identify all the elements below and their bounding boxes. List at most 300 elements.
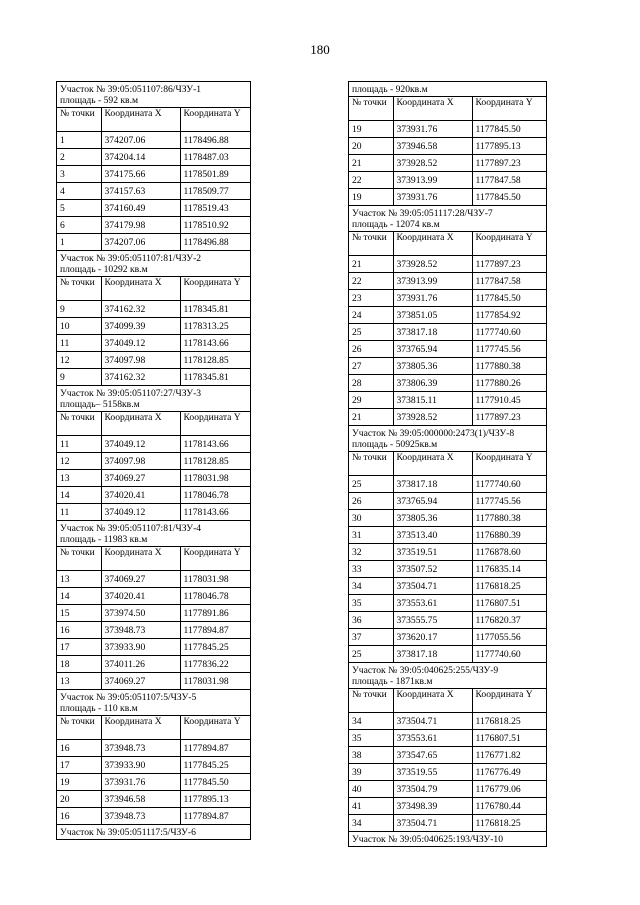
coordinate-y: 1178031.98 bbox=[180, 673, 250, 690]
coordinate-x: 373931.76 bbox=[393, 121, 472, 138]
coordinate-y: 1176835.14 bbox=[472, 561, 546, 578]
coordinate-y: 1176820.37 bbox=[472, 612, 546, 629]
header-point-number: № точки bbox=[349, 97, 393, 121]
point-number: 34 bbox=[349, 578, 393, 595]
coordinate-x: 373931.76 bbox=[101, 774, 180, 791]
coordinate-y: 1177845.25 bbox=[180, 639, 250, 656]
coordinate-y: 1177894.87 bbox=[180, 808, 250, 825]
point-number: 16 bbox=[57, 622, 101, 639]
point-number: 26 bbox=[349, 493, 393, 510]
table-row bbox=[349, 256, 546, 273]
coordinate-y: 1178496.88 bbox=[180, 132, 250, 149]
table-row bbox=[57, 200, 250, 217]
point-number: 4 bbox=[57, 183, 101, 200]
coordinate-x: 374049.12 bbox=[101, 436, 180, 453]
coordinate-y: 1177845.50 bbox=[472, 290, 546, 307]
point-number: 31 bbox=[349, 527, 393, 544]
point-number: 39 bbox=[349, 764, 393, 781]
point-number: 13 bbox=[57, 571, 101, 588]
coordinate-y: 1178046.78 bbox=[180, 487, 250, 504]
coordinate-y: 1176818.25 bbox=[472, 815, 546, 832]
coordinate-y: 1176780.44 bbox=[472, 798, 546, 815]
plot-area: площадь - 11983 кв.м bbox=[60, 534, 148, 545]
coordinates-table bbox=[57, 277, 250, 386]
table-header-row bbox=[57, 277, 250, 301]
point-number: 17 bbox=[57, 757, 101, 774]
point-number: 35 bbox=[349, 595, 393, 612]
plot-header bbox=[57, 521, 250, 547]
table-row bbox=[349, 578, 546, 595]
coordinate-x: 373765.94 bbox=[393, 493, 472, 510]
plot-area: площадь - 592 кв.м bbox=[60, 95, 139, 106]
header-point-number: № точки bbox=[349, 452, 393, 476]
header-coordinate-y: Координата Y bbox=[472, 689, 546, 713]
coordinate-y: 1177847.58 bbox=[472, 172, 546, 189]
table-row bbox=[349, 476, 546, 493]
table-row bbox=[57, 504, 250, 521]
table-row bbox=[349, 358, 546, 375]
plot-header bbox=[349, 82, 546, 97]
header-coordinate-x: Координата X bbox=[101, 108, 180, 132]
table-row bbox=[349, 341, 546, 358]
table-row bbox=[349, 781, 546, 798]
coordinate-x: 374020.41 bbox=[101, 588, 180, 605]
coordinate-x: 374020.41 bbox=[101, 487, 180, 504]
point-number: 14 bbox=[57, 487, 101, 504]
table-row bbox=[57, 487, 250, 504]
point-number: 22 bbox=[349, 172, 393, 189]
coordinates-table bbox=[57, 412, 250, 521]
coordinates-table bbox=[57, 716, 250, 825]
coordinate-x: 373928.52 bbox=[393, 409, 472, 426]
coordinate-x: 373946.58 bbox=[393, 138, 472, 155]
coordinate-x: 374099.39 bbox=[101, 318, 180, 335]
header-point-number: № точки bbox=[57, 277, 101, 301]
coordinate-x: 374160.49 bbox=[101, 200, 180, 217]
coordinate-x: 373555.75 bbox=[393, 612, 472, 629]
coordinate-y: 1177897.23 bbox=[472, 155, 546, 172]
header-coordinate-x: Координата X bbox=[101, 277, 180, 301]
table-row bbox=[57, 740, 250, 757]
coordinate-x: 373504.71 bbox=[393, 713, 472, 730]
coordinate-y: 1177895.13 bbox=[472, 138, 546, 155]
point-number: 21 bbox=[349, 155, 393, 172]
table-row bbox=[57, 757, 250, 774]
header-point-number: № точки bbox=[57, 412, 101, 436]
coordinate-x: 373931.76 bbox=[393, 290, 472, 307]
right-column-table bbox=[348, 81, 547, 847]
header-coordinate-x: Координата X bbox=[101, 716, 180, 740]
table-row bbox=[57, 301, 250, 318]
coordinate-y: 1177745.56 bbox=[472, 493, 546, 510]
coordinate-y: 1177895.13 bbox=[180, 791, 250, 808]
table-row bbox=[349, 155, 546, 172]
plot-area: площадь - 1871кв.м bbox=[352, 676, 433, 687]
plot-title: Участок № 39:05:051107:86/ЧЗУ-1 bbox=[60, 84, 202, 95]
plot-header bbox=[349, 663, 546, 689]
plot-header bbox=[57, 386, 250, 412]
table-header-row bbox=[349, 452, 546, 476]
table-row bbox=[57, 217, 250, 234]
table-row bbox=[349, 392, 546, 409]
table-row bbox=[349, 713, 546, 730]
coordinate-x: 373806.39 bbox=[393, 375, 472, 392]
coordinate-y: 1176807.51 bbox=[472, 730, 546, 747]
point-number: 14 bbox=[57, 588, 101, 605]
coordinates-table bbox=[349, 689, 546, 832]
coordinate-y: 1178345.81 bbox=[180, 369, 250, 386]
point-number: 11 bbox=[57, 504, 101, 521]
coordinate-x: 373851.05 bbox=[393, 307, 472, 324]
point-number: 6 bbox=[57, 217, 101, 234]
coordinate-y: 1177845.50 bbox=[472, 189, 546, 206]
coordinate-x: 374097.98 bbox=[101, 453, 180, 470]
coordinate-y: 1177854.92 bbox=[472, 307, 546, 324]
point-number: 9 bbox=[57, 369, 101, 386]
table-row bbox=[349, 290, 546, 307]
coordinate-x: 373913.99 bbox=[393, 273, 472, 290]
point-number: 16 bbox=[57, 740, 101, 757]
coordinate-x: 373513.40 bbox=[393, 527, 472, 544]
coordinate-y: 1178031.98 bbox=[180, 470, 250, 487]
coordinate-x: 373504.71 bbox=[393, 578, 472, 595]
table-row bbox=[349, 273, 546, 290]
point-number: 32 bbox=[349, 544, 393, 561]
plot-area: площадь - 10292 кв.м bbox=[60, 264, 148, 275]
coordinate-y: 1178143.66 bbox=[180, 335, 250, 352]
table-row bbox=[349, 493, 546, 510]
table-row bbox=[57, 588, 250, 605]
coordinate-y: 1177897.23 bbox=[472, 409, 546, 426]
point-number: 30 bbox=[349, 510, 393, 527]
plot-title: Участок № 39:05:040625:193/ЧЗУ-10 bbox=[352, 834, 504, 845]
header-coordinate-y: Координата Y bbox=[180, 277, 250, 301]
header-coordinate-y: Координата Y bbox=[472, 452, 546, 476]
coordinate-x: 373498.39 bbox=[393, 798, 472, 815]
header-coordinate-y: Координата Y bbox=[180, 716, 250, 740]
coordinate-x: 374162.32 bbox=[101, 369, 180, 386]
table-row bbox=[349, 189, 546, 206]
table-row bbox=[349, 307, 546, 324]
point-number: 12 bbox=[57, 453, 101, 470]
header-point-number: № точки bbox=[349, 232, 393, 256]
coordinate-y: 1177880.38 bbox=[472, 358, 546, 375]
coordinate-x: 373519.51 bbox=[393, 544, 472, 561]
coordinate-x: 374207.06 bbox=[101, 234, 180, 251]
point-number: 2 bbox=[57, 149, 101, 166]
table-row bbox=[57, 149, 250, 166]
point-number: 1 bbox=[57, 234, 101, 251]
coordinate-x: 373805.36 bbox=[393, 510, 472, 527]
point-number: 33 bbox=[349, 561, 393, 578]
point-number: 19 bbox=[349, 189, 393, 206]
header-coordinate-x: Координата X bbox=[393, 232, 472, 256]
table-row bbox=[57, 622, 250, 639]
coordinate-y: 1177880.26 bbox=[472, 375, 546, 392]
coordinate-x: 374179.98 bbox=[101, 217, 180, 234]
table-row bbox=[57, 470, 250, 487]
coordinate-x: 374069.27 bbox=[101, 571, 180, 588]
coordinate-x: 373946.58 bbox=[101, 791, 180, 808]
table-row bbox=[349, 629, 546, 646]
table-row bbox=[57, 791, 250, 808]
coordinate-x: 373504.79 bbox=[393, 781, 472, 798]
point-number: 10 bbox=[57, 318, 101, 335]
coordinate-x: 373948.73 bbox=[101, 808, 180, 825]
table-row bbox=[57, 673, 250, 690]
table-row bbox=[57, 436, 250, 453]
coordinate-y: 1177845.25 bbox=[180, 757, 250, 774]
coordinates-table bbox=[349, 452, 546, 663]
point-number: 3 bbox=[57, 166, 101, 183]
coordinate-y: 1177845.50 bbox=[180, 774, 250, 791]
point-number: 41 bbox=[349, 798, 393, 815]
header-coordinate-x: Координата X bbox=[393, 97, 472, 121]
header-coordinate-x: Координата X bbox=[101, 547, 180, 571]
coordinate-x: 373504.71 bbox=[393, 815, 472, 832]
table-row bbox=[57, 352, 250, 369]
coordinate-y: 1178487.03 bbox=[180, 149, 250, 166]
coordinate-x: 373805.36 bbox=[393, 358, 472, 375]
table-row bbox=[349, 510, 546, 527]
point-number: 25 bbox=[349, 646, 393, 663]
table-row bbox=[349, 409, 546, 426]
point-number: 20 bbox=[57, 791, 101, 808]
point-number: 18 bbox=[57, 656, 101, 673]
point-number: 23 bbox=[349, 290, 393, 307]
plot-title: Участок № 39:05:051107:27/ЧЗУ-3 bbox=[60, 388, 202, 399]
header-coordinate-x: Координата X bbox=[393, 452, 472, 476]
page-number: 180 bbox=[310, 42, 330, 57]
table-row bbox=[57, 166, 250, 183]
header-coordinate-y: Координата Y bbox=[180, 412, 250, 436]
coordinate-x: 374204.14 bbox=[101, 149, 180, 166]
coordinate-x: 373817.18 bbox=[393, 324, 472, 341]
coordinate-y: 1176776.49 bbox=[472, 764, 546, 781]
table-row bbox=[349, 646, 546, 663]
coordinate-y: 1176878.60 bbox=[472, 544, 546, 561]
coordinate-y: 1178313.25 bbox=[180, 318, 250, 335]
coordinate-x: 373931.76 bbox=[393, 189, 472, 206]
table-header-row bbox=[57, 412, 250, 436]
coordinate-x: 373553.61 bbox=[393, 730, 472, 747]
coordinate-y: 1177880.38 bbox=[472, 510, 546, 527]
coordinate-y: 1177740.60 bbox=[472, 324, 546, 341]
coordinate-x: 373974.50 bbox=[101, 605, 180, 622]
coordinate-y: 1176880.39 bbox=[472, 527, 546, 544]
point-number: 25 bbox=[349, 324, 393, 341]
coordinate-y: 1176818.25 bbox=[472, 578, 546, 595]
table-row bbox=[349, 527, 546, 544]
coordinate-x: 374011.26 bbox=[101, 656, 180, 673]
header-point-number: № точки bbox=[57, 716, 101, 740]
point-number: 25 bbox=[349, 476, 393, 493]
coordinate-y: 1177740.60 bbox=[472, 476, 546, 493]
coordinate-y: 1177910.45 bbox=[472, 392, 546, 409]
table-row bbox=[349, 747, 546, 764]
coordinate-x: 374207.06 bbox=[101, 132, 180, 149]
table-row bbox=[57, 656, 250, 673]
table-header-row bbox=[349, 232, 546, 256]
coordinate-y: 1177894.87 bbox=[180, 622, 250, 639]
header-coordinate-y: Координата Y bbox=[180, 108, 250, 132]
point-number: 9 bbox=[57, 301, 101, 318]
coordinate-y: 1177740.60 bbox=[472, 646, 546, 663]
plot-area: площадь– 5158кв.м bbox=[60, 399, 140, 410]
coordinate-y: 1178496.88 bbox=[180, 234, 250, 251]
coordinate-x: 373928.52 bbox=[393, 256, 472, 273]
point-number: 20 bbox=[349, 138, 393, 155]
plot-title: Участок № 39:05:051117:28/ЧЗУ-7 bbox=[352, 208, 493, 219]
point-number: 34 bbox=[349, 713, 393, 730]
header-point-number: № точки bbox=[349, 689, 393, 713]
coordinate-x: 373913.99 bbox=[393, 172, 472, 189]
coordinate-y: 1176807.51 bbox=[472, 595, 546, 612]
point-number: 12 bbox=[57, 352, 101, 369]
table-row bbox=[349, 730, 546, 747]
coordinate-y: 1178143.66 bbox=[180, 436, 250, 453]
coordinate-x: 374097.98 bbox=[101, 352, 180, 369]
coordinate-y: 1176818.25 bbox=[472, 713, 546, 730]
header-point-number: № точки bbox=[57, 108, 101, 132]
coordinate-y: 1178519.43 bbox=[180, 200, 250, 217]
coordinate-x: 373620.17 bbox=[393, 629, 472, 646]
plot-header bbox=[57, 690, 250, 716]
table-row bbox=[57, 774, 250, 791]
point-number: 29 bbox=[349, 392, 393, 409]
plot-title: Участок № 39:05:051107:81/ЧЗУ-4 bbox=[60, 523, 202, 534]
plot-area: площадь - 12074 кв.м bbox=[352, 219, 440, 230]
left-column-table bbox=[56, 81, 251, 840]
coordinate-x: 374049.12 bbox=[101, 335, 180, 352]
point-number: 21 bbox=[349, 409, 393, 426]
coordinate-x: 373547.65 bbox=[393, 747, 472, 764]
plot-title: Участок № 39:05:051117:5/ЧЗУ-6 bbox=[60, 827, 196, 838]
point-number: 5 bbox=[57, 200, 101, 217]
coordinate-x: 373765.94 bbox=[393, 341, 472, 358]
point-number: 13 bbox=[57, 470, 101, 487]
table-row bbox=[57, 335, 250, 352]
coordinate-y: 1178345.81 bbox=[180, 301, 250, 318]
point-number: 13 bbox=[57, 673, 101, 690]
plot-header bbox=[57, 251, 250, 277]
coordinate-y: 1177891.86 bbox=[180, 605, 250, 622]
plot-title: Участок № 39:05:000000:2473(1)/ЧЗУ-8 bbox=[352, 428, 515, 439]
coordinate-y: 1177894.87 bbox=[180, 740, 250, 757]
coordinate-y: 1177745.56 bbox=[472, 341, 546, 358]
point-number: 38 bbox=[349, 747, 393, 764]
coordinate-x: 373519.55 bbox=[393, 764, 472, 781]
point-number: 21 bbox=[349, 256, 393, 273]
point-number: 24 bbox=[349, 307, 393, 324]
point-number: 35 bbox=[349, 730, 393, 747]
coordinate-x: 373948.73 bbox=[101, 622, 180, 639]
table-row bbox=[57, 369, 250, 386]
table-row bbox=[349, 375, 546, 392]
table-row bbox=[349, 764, 546, 781]
header-coordinate-y: Координата Y bbox=[472, 232, 546, 256]
coordinate-x: 373817.18 bbox=[393, 476, 472, 493]
point-number: 11 bbox=[57, 335, 101, 352]
coordinate-x: 373933.90 bbox=[101, 757, 180, 774]
coordinate-y: 1177836.22 bbox=[180, 656, 250, 673]
plot-header bbox=[349, 426, 546, 452]
header-coordinate-x: Координата X bbox=[101, 412, 180, 436]
coordinate-x: 373507.52 bbox=[393, 561, 472, 578]
table-header-row bbox=[57, 716, 250, 740]
table-row bbox=[349, 798, 546, 815]
table-header-row bbox=[349, 689, 546, 713]
coordinates-table bbox=[349, 232, 546, 426]
point-number: 36 bbox=[349, 612, 393, 629]
coordinates-table bbox=[57, 108, 250, 251]
table-row bbox=[349, 595, 546, 612]
plot-title: Участок № 39:05:051107:5/ЧЗУ-5 bbox=[60, 692, 197, 703]
coordinate-y: 1177055.56 bbox=[472, 629, 546, 646]
coordinate-y: 1177845.50 bbox=[472, 121, 546, 138]
table-row bbox=[57, 318, 250, 335]
point-number: 1 bbox=[57, 132, 101, 149]
coordinate-x: 373933.90 bbox=[101, 639, 180, 656]
coordinate-y: 1178501.89 bbox=[180, 166, 250, 183]
point-number: 28 bbox=[349, 375, 393, 392]
header-point-number: № точки bbox=[57, 547, 101, 571]
coordinate-y: 1177897.23 bbox=[472, 256, 546, 273]
coordinate-x: 374069.27 bbox=[101, 470, 180, 487]
coordinate-x: 373948.73 bbox=[101, 740, 180, 757]
coordinate-x: 373817.18 bbox=[393, 646, 472, 663]
coordinate-y: 1176779.06 bbox=[472, 781, 546, 798]
table-row bbox=[57, 605, 250, 622]
table-row bbox=[57, 132, 250, 149]
table-header-row bbox=[57, 547, 250, 571]
coordinate-y: 1177847.58 bbox=[472, 273, 546, 290]
table-row bbox=[57, 808, 250, 825]
coordinate-y: 1178143.66 bbox=[180, 504, 250, 521]
table-header-row bbox=[57, 108, 250, 132]
point-number: 19 bbox=[349, 121, 393, 138]
coordinate-x: 373928.52 bbox=[393, 155, 472, 172]
header-coordinate-x: Координата X bbox=[393, 689, 472, 713]
coordinate-x: 374162.32 bbox=[101, 301, 180, 318]
table-row bbox=[349, 324, 546, 341]
header-coordinate-y: Координата Y bbox=[180, 547, 250, 571]
point-number: 17 bbox=[57, 639, 101, 656]
coordinate-x: 374049.12 bbox=[101, 504, 180, 521]
coordinate-y: 1176771.82 bbox=[472, 747, 546, 764]
plot-area: площадь - 920кв.м bbox=[352, 84, 428, 95]
table-row bbox=[349, 561, 546, 578]
point-number: 26 bbox=[349, 341, 393, 358]
table-row bbox=[349, 612, 546, 629]
coordinates-table bbox=[57, 547, 250, 690]
plot-title: Участок № 39:05:040625:255/ЧЗУ-9 bbox=[352, 665, 499, 676]
plot-header bbox=[349, 206, 546, 232]
table-row bbox=[349, 815, 546, 832]
coordinate-x: 374175.66 bbox=[101, 166, 180, 183]
table-row bbox=[57, 234, 250, 251]
plot-area: площадь - 50925кв.м bbox=[352, 439, 438, 450]
table-row bbox=[57, 453, 250, 470]
point-number: 15 bbox=[57, 605, 101, 622]
point-number: 34 bbox=[349, 815, 393, 832]
coordinate-y: 1178509.77 bbox=[180, 183, 250, 200]
point-number: 27 bbox=[349, 358, 393, 375]
table-row bbox=[349, 172, 546, 189]
table-row bbox=[57, 571, 250, 588]
plot-header bbox=[57, 82, 250, 108]
table-header-row bbox=[349, 97, 546, 121]
